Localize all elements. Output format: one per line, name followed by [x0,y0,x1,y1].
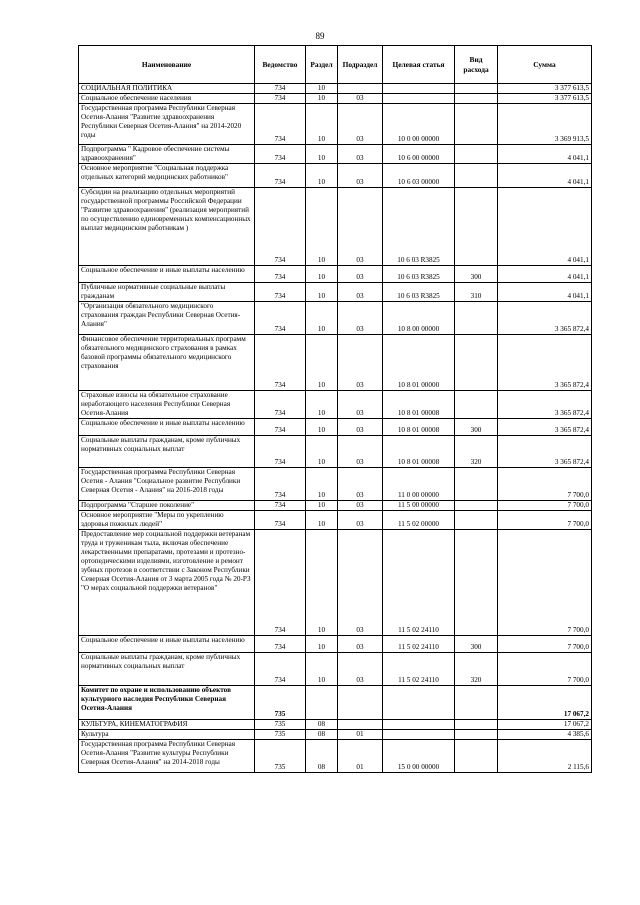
row-target: 10 8 01 00008 [383,436,455,468]
row-sum: 3 377 613,5 [498,94,592,104]
row-name: Государственная программа Республики Северная Осетия-Алания "Развитие здравоохранения Республики Северная Осетия-Алания" на 2014-2020 годы [79,104,255,145]
row-name: Государственная программа Республики Северная Осетия - Алания "Социальное развитие Республики Северная Осетия - Алания" на 2016-2018 годы [79,468,255,501]
row-subsection: 03 [338,653,383,686]
row-section: 10 [306,164,338,188]
row-subsection: 03 [338,436,383,468]
row-expense [455,730,498,740]
row-sum: 3 365 872,4 [498,419,592,436]
row-dept: 734 [255,419,306,436]
table-row [79,104,592,145]
row-subsection: 03 [338,501,383,511]
row-section: 10 [306,104,338,145]
row-section: 10 [306,636,338,653]
row-name: Финансовое обеспечение территориальных программ обязательного медицинского страхования в рамках базовой программы обязательного медицинского страхования [79,335,255,391]
row-expense [455,740,498,773]
row-sum: 4 041,1 [498,283,592,302]
row-name: Основное мероприятие "Меры по укреплению здоровья пожилых людей" [79,511,255,530]
row-name: Социальное обеспечение и иные выплаты населению [79,419,255,436]
row-section: 08 [306,720,338,730]
row-subsection: 03 [338,468,383,501]
header-section: Раздел [306,46,338,84]
row-name: Комитет по охране и использованию объектов культурного наследия Республики Северная Осетия-Алания [79,686,255,720]
row-section: 10 [306,419,338,436]
row-target: 11 5 00 00000 [383,501,455,511]
row-subsection: 03 [338,530,383,636]
table-row [79,436,592,468]
row-name: Субсидии на реализацию отдельных мероприятий государственной программы Российской Федерации "Развитие здравоохранения" (реализация мероприятий по осуществлению единовременных компенсационных выплат медицинским работникам ) [79,188,255,266]
row-name: КУЛЬТУРА, КИНЕМАТОГРАФИЯ [79,720,255,730]
row-subsection: 03 [338,266,383,283]
row-subsection: 03 [338,391,383,419]
row-expense [455,164,498,188]
row-expense [455,686,498,720]
row-section: 10 [306,436,338,468]
row-expense [455,530,498,636]
row-expense [455,468,498,501]
row-dept: 734 [255,104,306,145]
row-sum: 7 700,0 [498,653,592,686]
row-target [383,94,455,104]
table-row [79,84,592,94]
row-sum: 3 377 613,5 [498,84,592,94]
row-dept: 734 [255,391,306,419]
row-sum: 4 041,1 [498,145,592,164]
row-expense [455,391,498,419]
row-sum: 4 041,1 [498,164,592,188]
row-target: 11 5 02 24110 [383,653,455,686]
row-name: Государственная программа Республики Северная Осетия-Алания "Развитие культуры Республики Северная Осетия-Алания" на 2014-2018 годы [79,740,255,773]
row-sum: 7 700,0 [498,468,592,501]
row-target: 10 8 01 00000 [383,335,455,391]
header-name: Наименование [79,46,255,84]
row-dept: 735 [255,720,306,730]
row-section: 10 [306,145,338,164]
row-name: Подпрограмма " Кадровое обеспечение системы здравоохранения" [79,145,255,164]
row-name: Социальные выплаты гражданам, кроме публичных нормативных социальных выплат [79,653,255,686]
row-subsection: 03 [338,419,383,436]
row-dept: 734 [255,335,306,391]
row-expense [455,145,498,164]
table-row [79,653,592,686]
row-target [383,720,455,730]
row-section: 10 [306,84,338,94]
row-subsection: 03 [338,164,383,188]
table-row [79,164,592,188]
header-subsection: Подраздел [338,46,383,84]
row-expense [455,188,498,266]
row-subsection [338,84,383,94]
row-dept: 734 [255,266,306,283]
row-expense [455,104,498,145]
row-name: Публичные нормативные социальные выплаты гражданам [79,283,255,302]
row-section: 10 [306,188,338,266]
row-target [383,84,455,94]
row-dept: 734 [255,436,306,468]
row-target [383,686,455,720]
row-subsection: 03 [338,302,383,335]
table-row [79,740,592,773]
row-dept: 734 [255,283,306,302]
table-row [79,283,592,302]
row-dept: 734 [255,511,306,530]
row-section: 10 [306,530,338,636]
row-sum: 7 700,0 [498,636,592,653]
row-dept: 734 [255,84,306,94]
table-row [79,419,592,436]
row-dept: 734 [255,94,306,104]
row-expense: 320 [455,653,498,686]
row-sum: 4 385,6 [498,730,592,740]
row-target: 11 5 02 24110 [383,530,455,636]
row-subsection: 03 [338,636,383,653]
table-row [79,335,592,391]
row-dept: 735 [255,740,306,773]
row-expense [455,511,498,530]
header-dept: Ведомство [255,46,306,84]
row-expense [455,302,498,335]
row-expense [455,94,498,104]
row-target: 11 5 02 00000 [383,511,455,530]
row-dept: 735 [255,730,306,740]
row-sum: 3 365 872,4 [498,391,592,419]
row-target: 10 6 03 00000 [383,164,455,188]
row-dept: 735 [255,686,306,720]
row-subsection: 01 [338,740,383,773]
row-target: 15 0 00 00000 [383,740,455,773]
row-name: Страховые взносы на обязательное страхование неработающего населения Республики Северная Осетия-Алания [79,391,255,419]
row-section: 10 [306,302,338,335]
row-expense: 320 [455,436,498,468]
header-sum: Сумма [498,46,592,84]
row-target [383,730,455,740]
row-section: 10 [306,283,338,302]
row-expense: 300 [455,419,498,436]
row-subsection: 03 [338,94,383,104]
row-sum: 17 067,2 [498,686,592,720]
table-row [79,530,592,636]
row-sum: 17 067,2 [498,720,592,730]
row-section: 10 [306,94,338,104]
row-subsection: 03 [338,335,383,391]
row-name: Социальные выплаты гражданам, кроме публичных нормативных социальных выплат [79,436,255,468]
row-expense: 300 [455,636,498,653]
row-section: 10 [306,335,338,391]
budget-table [78,45,592,773]
table-row [79,391,592,419]
row-sum: 7 700,0 [498,511,592,530]
row-section: 10 [306,653,338,686]
row-target: 10 6 03 R3825 [383,283,455,302]
row-section: 08 [306,730,338,740]
row-section: 10 [306,501,338,511]
row-subsection: 03 [338,283,383,302]
row-sum: 7 700,0 [498,530,592,636]
row-name: Социальное обеспечение и иные выплаты населению [79,636,255,653]
row-name: Основное мероприятие "Социальная поддержка отдельных категорий медицинских работников" [79,164,255,188]
row-expense: 310 [455,283,498,302]
row-sum: 3 365 872,4 [498,436,592,468]
row-target: 10 6 00 00000 [383,145,455,164]
row-sum: 2 115,6 [498,740,592,773]
row-name: Подпрограмма "Старшее поколение" [79,501,255,511]
row-subsection: 01 [338,730,383,740]
row-target: 10 8 00 00000 [383,302,455,335]
row-dept: 734 [255,164,306,188]
row-subsection [338,686,383,720]
row-dept: 734 [255,530,306,636]
table-row [79,94,592,104]
row-sum: 4 041,1 [498,188,592,266]
row-subsection: 03 [338,511,383,530]
row-name: Культура [79,730,255,740]
row-target: 10 6 03 R3825 [383,188,455,266]
row-target: 10 0 00 00000 [383,104,455,145]
row-name: Социальное обеспечение населения [79,94,255,104]
row-section: 10 [306,511,338,530]
table-row [79,145,592,164]
row-dept: 734 [255,501,306,511]
row-expense: 300 [455,266,498,283]
row-section: 10 [306,266,338,283]
row-section: 10 [306,391,338,419]
row-section: 08 [306,740,338,773]
row-section [306,686,338,720]
row-target: 10 6 03 R3825 [383,266,455,283]
table-row [79,730,592,740]
row-section: 10 [306,468,338,501]
table-row [79,511,592,530]
row-sum: 3 369 913,5 [498,104,592,145]
row-dept: 734 [255,145,306,164]
row-target: 11 0 00 00000 [383,468,455,501]
row-name: СОЦИАЛЬНАЯ ПОЛИТИКА [79,84,255,94]
table-row [79,720,592,730]
row-dept: 734 [255,188,306,266]
row-dept: 734 [255,636,306,653]
table-row [79,501,592,511]
table-row [79,302,592,335]
row-subsection [338,720,383,730]
row-expense [455,501,498,511]
row-dept: 734 [255,302,306,335]
row-name: Социальное обеспечение и иные выплаты населению [79,266,255,283]
row-expense [455,84,498,94]
row-subsection: 03 [338,145,383,164]
row-subsection: 03 [338,104,383,145]
row-target: 10 8 01 00008 [383,391,455,419]
header-target: Целевая статья [383,46,455,84]
row-name: "Организация обязательного медицинского страхования граждан Республики Северная Осетия-Алания" [79,302,255,335]
row-sum: 3 365 872,4 [498,302,592,335]
row-sum: 4 041,1 [498,266,592,283]
row-name: Предоставление мер социальной поддержки ветеранам труда и труженикам тыла, включая обеспечение лекарственными препаратами, протезами и протезно-ортопедическими изделиями, изготовление и ремонт зубных протезов в соответствии с Законом Республики Северная Осетия-Алания от 3 марта 2005 года № 20-РЗ "О мерах социальной поддержки ветеранов" [79,530,255,636]
row-sum: 3 365 872,4 [498,335,592,391]
table-row [79,636,592,653]
table-row [79,468,592,501]
row-dept: 734 [255,653,306,686]
row-expense [455,720,498,730]
row-dept: 734 [255,468,306,501]
table-row [79,266,592,283]
row-target: 10 8 01 00008 [383,419,455,436]
header-expense: Вид расхода [455,46,498,84]
row-sum: 7 700,0 [498,501,592,511]
row-expense [455,335,498,391]
table-row [79,188,592,266]
row-target: 11 5 02 24110 [383,636,455,653]
row-subsection: 03 [338,188,383,266]
page-number: 89 [315,31,325,41]
table-row [79,686,592,720]
table-header-row [79,46,592,84]
